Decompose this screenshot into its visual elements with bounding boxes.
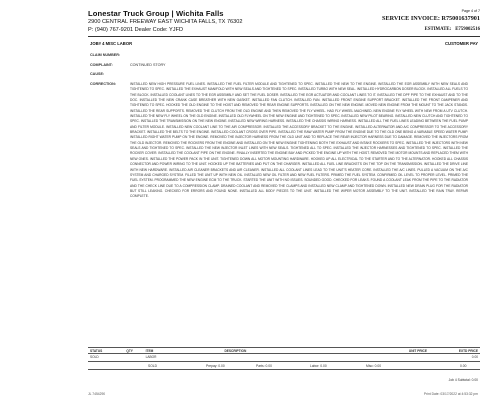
company-phone: P: (940) 767-9201 Dealer Code: YJFD	[88, 27, 184, 33]
row-extd-price: 0.00	[471, 354, 478, 359]
col-description: DESCRIPTION	[222, 348, 366, 354]
col-unit-price: UNIT PRICE	[367, 348, 429, 354]
correction-text: INSTALLED NEW HIGH PRESSURE FUEL LINES. INSTALLED THE FUEL FILTER MODULE AND TIGHTENED TO SPEC. INSTALLED THE NEW TO THE ENGINE. INSTALLED THE EGR ASSEMBLY WITH NEW SEALS AND TIGHTENED TO SPEC. INSTALLED THE EXHAUST MANIFOLD WITH NEW SEALS AND TIGHTENED TO SPEC. INSTALLED TURBO WITH NEW SEAL. INSTALLED HYDROCARBON DOSER BLOCK. INSTALLED ALL FUELS TO THE BLOCK. INSTALLED COOLANT LINES TO THE EGR ASSEMBLY AND SET THE FUEL DOSER. INSTALLED THE EGR ACTUATOR AND COOLANT LINES TO IT. INSTALLED THE DPF PIPE TO THE EXHAUST AND TO THE DOC. INSTALLED THE NEW CRANK CASE BREATHER WITH NEW GASKET. INSTALLED FAN CLUTCH. INSTALLED FAN. INSTALLED FRONT ENGINE SUPPORT BRACKET. INSTALLED THE FRONT DAMPENER AND TIGHTENED TO SPEC. HOOKED THE OLD ENGINE TO THE HOIST AND REMOVED THE REAR ENGINE SUPPORTS. INSTALLED ON THE NEW ENGINE. MOVED NEW ENGINE FROM THE MOUNT TO THE JACK STANDS. INSTALLED THE REAR SUPPORTS. REMOVED THE CLUTCH FROM THE OLD ENGINE AND THEN REMOVED THE FLY WHEEL. HAD FLY WHEEL MACHINED. NEW ENGINE FLY WHEEL WITH NEW FROM A UTV CLUTCH. INSTALLED THE NEW FLY WHEEL ON THE OLD ENGINE. INSTALLED OLD FLYWHEEL ON THE NEW ENGINE AND TIGHTENED TO SPEC. INSTALLED NEW PILOT BEARING. INSTALLED NEW CLUTCH AND TIGHTENED TO SPEC. INSTALLED THE TRANSMISSION ON THE NEW ENGINE. INSTALLED NEW WIRING HARNESS. INSTALLED THE CHASSIS WIRING HARNESS. INSTALLED ALL THE FUEL LINES LEADING BETWEEN THE FUEL PUMP AND FILTER MODULE. INSTALLED NEW COOLANT LINE TO THE AIR COMPRESSOR. INSTALLED THE ACCESSORY BRACKET TO THE ENGINE. INSTALLED ALTERNATOR AND A/C COMPRESSOR TO THE ACCESSORY BRACKET. INSTALLED THE BELTS TO THE ENGINE. INSTALLED COOLANT CROSS OVER PIPE. INSTALLED THE RAW WATER PUMP FROM THE ENGINE DUE TO THE OLD ONE BEING A VARIABLE SPEED WATER PUMP. INSTALLED RIGHT WATER PUMP ON THE ENGINE. REMOVED THE INJECTOR HARNESS FROM THE OLD UNIT AND TO REPLACE THE REAR INJECTOR HARNESS DUE TO DAMAGE. REMOVED THE INJECTORS FROM THE OLD INJECTOR. REMOVED THE ROCKERS FROM THE ENGINE AND INSTALLED ON THE NEW ENGINE TIGHTENING BOTH THE EXHAUST AND INTAKE ROCKERS TO SPEC. INSTALLED THE INJECTORS WITH NEW SEALS AND TIGHTENED TO SPEC. INSTALLED THE NEW INJECTOR INLET LINES WITH NEW SEALS. TIGHTENED ALL TO SPEC. INSTALLED THE INJECTOR HARNESSES AND TIGHTENED TO SPEC. INSTALLED THE ROCKER COVER. INSTALLED THE COOLANT PIPE ON THE ENGINE. FINALLY INSERTED THE ENGINE BAY AND PICKED THE ENGINE UP WITH THE HOIST. REMOVED THE MOTOR MOUNTS AND REPLACED THEM WITH NEW ONES. INSTALLED THE POWER PACK IN THE UNIT. TIGHTENED DOWN ALL MOTOR MOUNTING HARDWARE. HOOKED UP ALL ELECTRICAL TO THE STARTER AND TO THE ALTERNATOR. HOOKED ALL CHASSIS CONNECTOR AND POWER WIRING TO THE UNIT. HOOKED UP THE BATTERIES AND PUT ON THE CHARGER. INSTALLED ALL FUEL LINE BRACKETS ON THE TOP ON THE TRANSMISSION. INSTALLED THE DRIVE LINE WITH NEW HARDWARE. INSTALLED AIR CLEANER BRACKETS AND AIR CLEANER. INSTALLED ALL COOLANT LINES LEAD TO THE UNIT'S HEATER CORE. INSTALLED THE A/C LINES. PULLED A VACUUM ON THE A/C SYSTEM AND CHARGED SYSTEM. FILLED THE UNIT UP WITH NEW OIL. INSTALLED NEW OIL FILTER AND NEW FUEL FILTERS. PRIMED THE FUEL SYSTEM. CONFIRMED OIL LEVEL TO PROPER LEVEL. PRIMED THE FUEL SYSTEM. PROGRAMMED THE NEW ENGINE ECM TO THE TRUCK. STARTED THE UNIT WITH NO ISSUES. SOUNDED GOOD. CHECKED FOR LEAKS. FOUND A COOLANT LEAK FROM THE PIPE TO THE RADIATOR AND THE CHECK LINE DUE TO A COMPRESSION CLAMP. DRAINED COOLANT AND REMOVED THE CLAMPS AND INSTALLED NEW CLAMP AND TIGHTENED DOWN. INSTALLED NEW DRAIN PLUG FOR THE RADIATOR BUT STILL LEAKING. CHECKED FOR ERRORS AND FOUND NONE. INSTALLED ALL BODY PIECES TO THE UNIT. INSTALLED THE WIPER MOTOR ASSEMBLY TO THE UNIT. INSTALLED THE RAIN TRAY. REPAIR COMPLETE.	[130, 82, 468, 199]
parts-table	[88, 347, 480, 359]
pay-type: CUSTOMER PAY	[445, 41, 478, 46]
service-invoice-number: R75001637901	[441, 15, 480, 22]
col-status: STATUS	[88, 348, 124, 354]
company-name: Lonestar Truck Group | Wichita Falls	[88, 9, 224, 18]
totals-misc: Misc: 0.00	[366, 364, 382, 368]
header-divider	[88, 36, 480, 37]
service-invoice-label: SERVICE INVOICE:	[382, 15, 440, 22]
job-title: JOB# 4 MISC LABOR	[90, 41, 133, 46]
table-row	[88, 354, 480, 360]
col-item: ITEM	[144, 348, 223, 354]
estimate-label: ESTIMATE:	[424, 27, 452, 32]
print-date: Print Date: 03/17/2022 at 4:53:32 pm	[423, 392, 478, 396]
row-qty	[124, 354, 143, 360]
totals-status: SOLD	[148, 364, 157, 368]
job-subtotal: Job 4 Subtotal: 0.00	[448, 378, 478, 382]
row-item: LABOR	[145, 354, 157, 359]
row-unit-price	[367, 354, 429, 360]
complaint-value: CONTINUED STORY	[130, 63, 166, 67]
estimate-number: E759002516	[455, 27, 480, 32]
claim-number-label: CLAIM NUMBER:	[90, 53, 121, 57]
col-qty: QTY	[124, 348, 143, 354]
correction-label: CORRECTION:	[90, 82, 117, 86]
col-extd-price: EXTD PRICE	[429, 348, 480, 354]
complaint-label: COMPLAINT:	[90, 63, 113, 67]
totals-labor: Labor: 0.00	[310, 364, 327, 368]
footer-reference: JL 7454290	[88, 392, 106, 396]
totals-parts: Parts: 0.00	[256, 364, 272, 368]
cause-label: CAUSE:	[90, 72, 105, 76]
row-status: SOLD	[90, 354, 99, 359]
estimate	[310, 27, 480, 32]
row-description	[222, 354, 366, 360]
service-invoice	[310, 15, 480, 22]
company-address: 2900 CENTRAL FREEWAY EAST WICHITA FALLS, TX 76302	[88, 19, 243, 25]
totals-job-total: 0.00	[460, 364, 467, 368]
totals-prepay: Prepay: 0.00	[206, 364, 225, 368]
page-number: Page 4 of 7	[461, 9, 480, 13]
job-totals-row	[88, 361, 480, 370]
